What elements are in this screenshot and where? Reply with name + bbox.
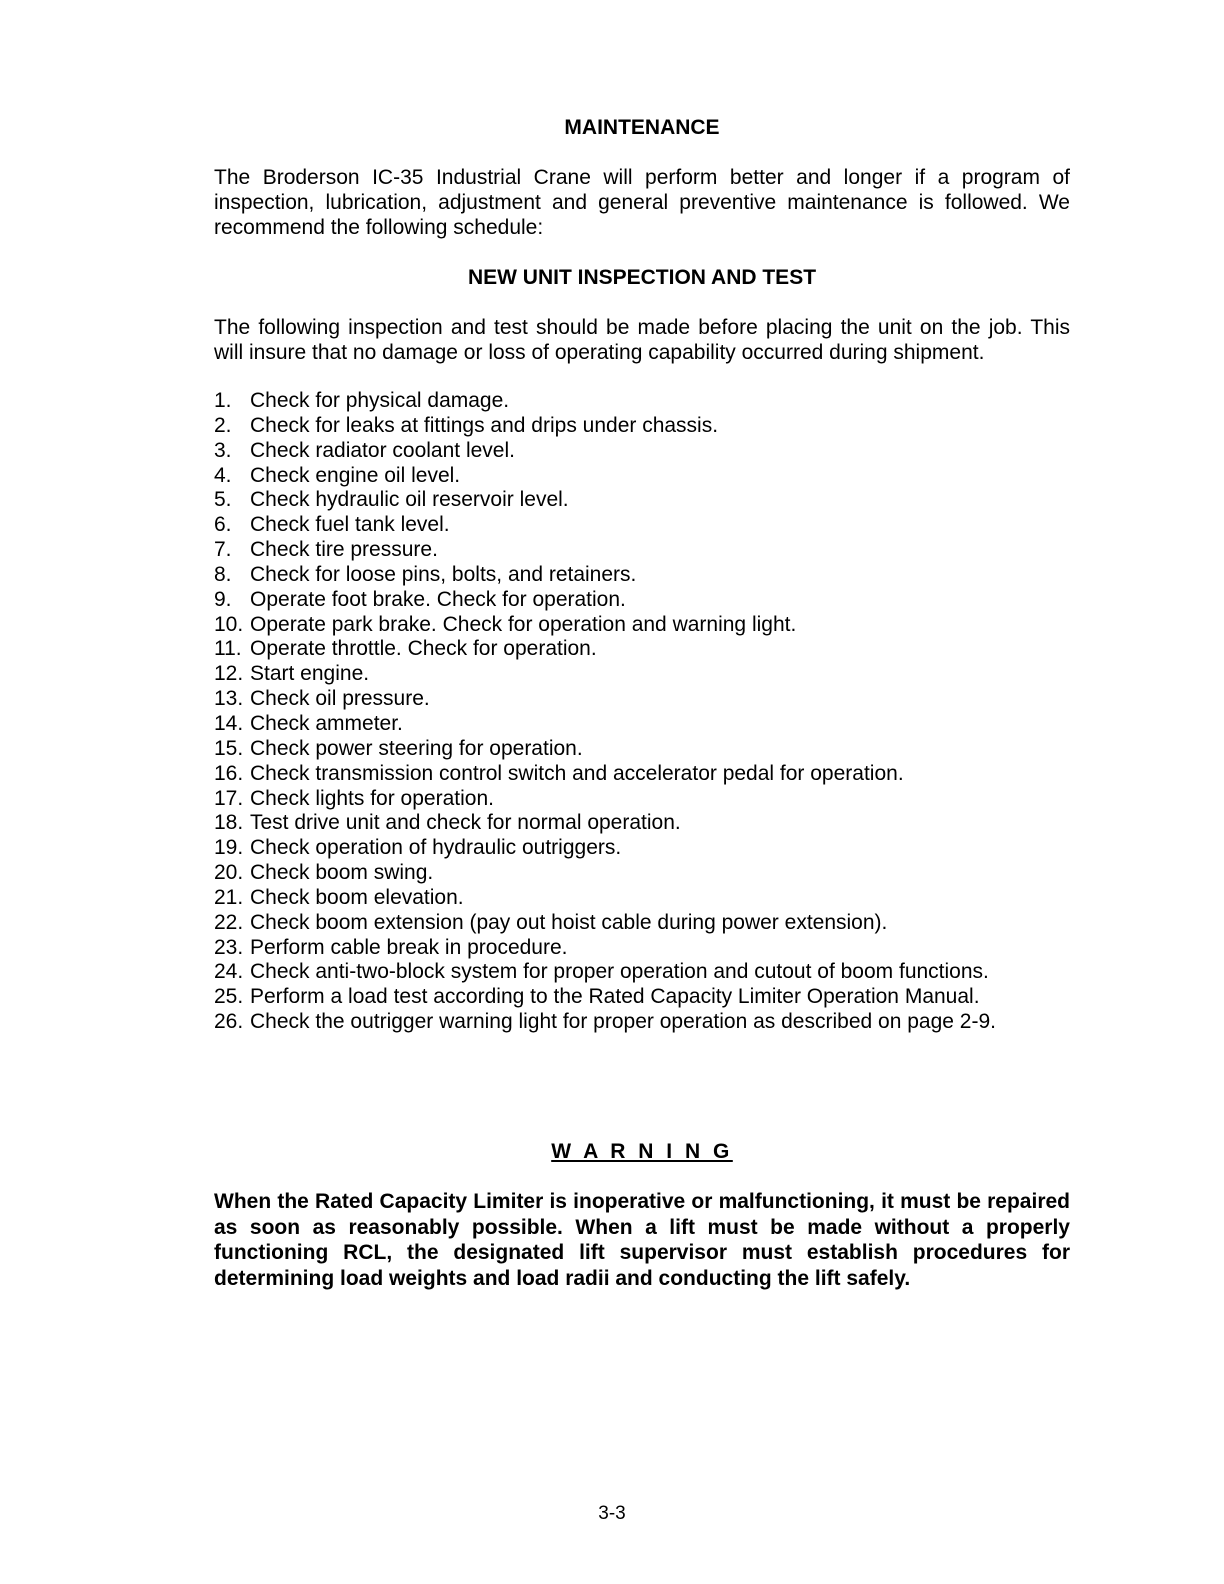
list-item bbox=[214, 861, 1070, 886]
list-item bbox=[214, 787, 1070, 812]
list-item-number: 22. bbox=[214, 910, 244, 934]
list-item-text: Check lights for operation. bbox=[250, 786, 494, 810]
list-item-text: Check boom elevation. bbox=[250, 885, 464, 909]
list-item-text: Check for leaks at fittings and drips under chassis. bbox=[250, 413, 719, 437]
list-item-text: Perform a load test according to the Rated Capacity Limiter Operation Manual. bbox=[250, 985, 980, 1009]
list-item bbox=[214, 687, 1070, 712]
list-item-text: Check operation of hydraulic outriggers. bbox=[250, 836, 622, 860]
intro-paragraph: The Broderson IC-35 Industrial Crane will perform better and longer if a program of inspection, lubrication, adjustment and general preventive maintenance is followed. We recommend the following schedule: bbox=[214, 166, 1070, 239]
list-item bbox=[214, 662, 1070, 687]
list-item bbox=[214, 488, 1070, 513]
list-item-text: Check for physical damage. bbox=[250, 389, 510, 412]
list-item-text: Check engine oil level. bbox=[250, 463, 461, 487]
section-title: NEW UNIT INSPECTION AND TEST bbox=[467, 266, 817, 289]
list-item-text: Check hydraulic oil reservoir level. bbox=[250, 488, 569, 512]
list-item-number: 9. bbox=[214, 587, 232, 611]
list-item-number: 3. bbox=[214, 438, 232, 462]
inspection-checklist bbox=[214, 389, 1070, 1035]
list-item bbox=[214, 712, 1070, 737]
list-item bbox=[214, 985, 1070, 1010]
list-item-text: Check tire pressure. bbox=[250, 538, 438, 562]
list-item-number: 5. bbox=[214, 488, 232, 512]
list-item-text: Perform cable break in procedure. bbox=[250, 935, 568, 959]
list-item-number: 26. bbox=[214, 1010, 244, 1034]
list-item-number: 10. bbox=[214, 612, 244, 636]
list-item-number: 4. bbox=[214, 463, 232, 487]
list-item-number: 1. bbox=[214, 389, 232, 412]
list-item bbox=[214, 911, 1070, 936]
page-title: MAINTENANCE bbox=[564, 116, 720, 139]
list-item-number: 24. bbox=[214, 960, 244, 984]
list-item-text: Check the outrigger warning light for proper operation as described on page 2-9. bbox=[250, 1010, 996, 1034]
list-item bbox=[214, 513, 1070, 538]
list-item bbox=[214, 762, 1070, 787]
list-item bbox=[214, 737, 1070, 762]
list-item bbox=[214, 960, 1070, 985]
list-item bbox=[214, 936, 1070, 961]
page-number: 3-3 bbox=[598, 1503, 626, 1524]
list-item-text: Check power steering for operation. bbox=[250, 736, 583, 760]
list-item-number: 6. bbox=[214, 513, 232, 537]
list-item bbox=[214, 613, 1070, 638]
list-item-number: 12. bbox=[214, 662, 244, 686]
list-item bbox=[214, 439, 1070, 464]
list-item bbox=[214, 637, 1070, 662]
list-item bbox=[214, 588, 1070, 613]
list-item bbox=[214, 1010, 1070, 1035]
list-item-text: Check oil pressure. bbox=[250, 687, 430, 711]
list-item bbox=[214, 811, 1070, 836]
list-item-number: 16. bbox=[214, 761, 244, 785]
list-item-number: 18. bbox=[214, 811, 244, 835]
list-item-number: 7. bbox=[214, 538, 232, 562]
list-item bbox=[214, 563, 1070, 588]
list-item-number: 13. bbox=[214, 687, 244, 711]
list-item-number: 17. bbox=[214, 786, 244, 810]
list-item-number: 19. bbox=[214, 836, 244, 860]
list-item-number: 21. bbox=[214, 885, 244, 909]
list-item-text: Check boom swing. bbox=[250, 861, 434, 885]
list-item bbox=[214, 464, 1070, 489]
list-item bbox=[214, 836, 1070, 861]
list-item-text: Operate throttle. Check for operation. bbox=[250, 637, 597, 661]
list-item-text: Check transmission control switch and accelerator pedal for operation. bbox=[250, 761, 904, 785]
list-item-text: Test drive unit and check for normal operation. bbox=[250, 811, 681, 835]
list-item-number: 14. bbox=[214, 711, 244, 735]
list-item-number: 11. bbox=[214, 637, 242, 661]
warning-heading bbox=[214, 1139, 1070, 1164]
list-item-number: 20. bbox=[214, 861, 244, 885]
list-item bbox=[214, 538, 1070, 563]
list-item-text: Operate park brake. Check for operation and warning light. bbox=[250, 612, 797, 636]
list-item bbox=[214, 389, 1070, 414]
list-item-text: Check anti-two-block system for proper operation and cutout of boom functions. bbox=[250, 960, 989, 984]
list-item-number: 25. bbox=[214, 985, 244, 1009]
list-item-text: Check radiator coolant level. bbox=[250, 438, 515, 462]
list-item bbox=[214, 414, 1070, 439]
list-item-text: Check ammeter. bbox=[250, 711, 403, 735]
list-item bbox=[214, 886, 1070, 911]
list-item-number: 2. bbox=[214, 413, 232, 437]
list-item-text: Operate foot brake. Check for operation. bbox=[250, 587, 626, 611]
section-intro-paragraph: The following inspection and test should be made before placing the unit on the job. This will insure that no damage or loss of operating capability occurred during shipment. bbox=[214, 316, 1070, 364]
list-item-text: Check for loose pins, bolts, and retainers. bbox=[250, 562, 637, 586]
list-item-number: 23. bbox=[214, 935, 244, 959]
list-item-text: Check fuel tank level. bbox=[250, 513, 450, 537]
warning-title: W A R N I N G bbox=[551, 1140, 733, 1163]
list-item-number: 8. bbox=[214, 562, 232, 586]
list-item-text: Start engine. bbox=[250, 662, 370, 686]
list-item-number: 15. bbox=[214, 736, 244, 760]
warning-paragraph: When the Rated Capacity Limiter is inoperative or malfunctioning, it must be repaired as soon as reasonably possible. When a lift must be made without a properly functioning RCL, the designated lift supervisor must establish procedures for determining load weights and load radii and conducting the lift safely. bbox=[214, 1190, 1070, 1290]
list-item-text: Check boom extension (pay out hoist cable during power extension). bbox=[250, 910, 888, 934]
